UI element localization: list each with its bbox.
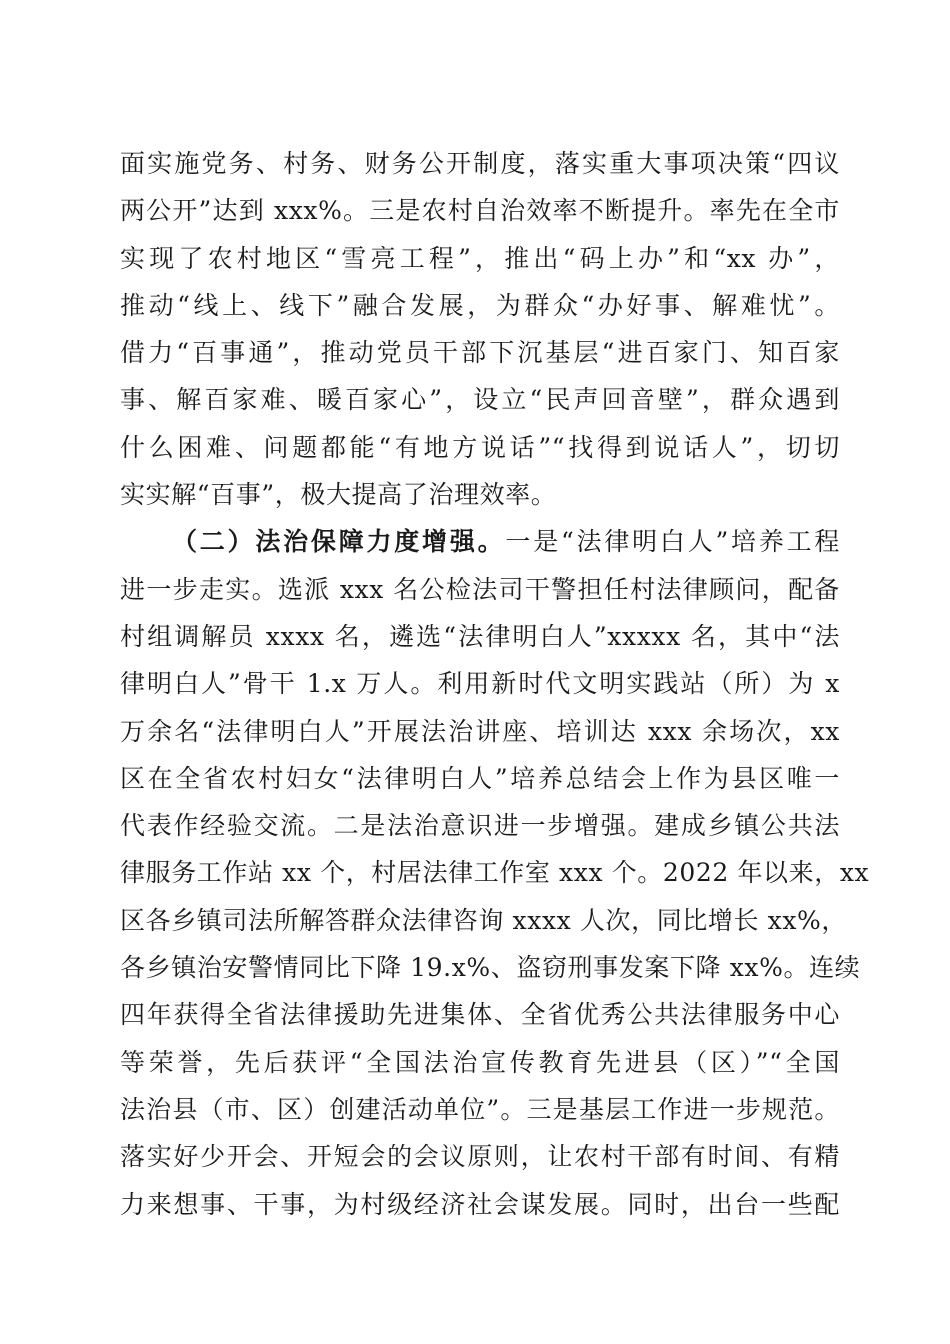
text-line: 什么困难、问题都能“有地方说话”“找得到说话人”，切切 — [120, 432, 840, 462]
text-line: 区各乡镇司法所解答群众法律咨询 xxxx 人次，同比增长 xx%， — [120, 905, 847, 935]
text-line: 万余名“法律明白人”开展法治讲座、培训达 xxx 余场次，xx — [120, 716, 840, 746]
text-line: 进一步走实。选派 xxx 名公检法司干警担任村法律顾问，配备 — [120, 574, 840, 604]
text-line: 实实解“百事”，极大提高了治理效率。 — [120, 480, 557, 510]
text-line: 四年获得全省法律援助先进集体、全省优秀公共法律服务中心 — [120, 1000, 840, 1030]
text-line: 等荣誉，先后获评“全国法治宣传教育先进县（区）”“全国 — [120, 1047, 840, 1077]
text-line: 事、解百家难、暖百家心”，设立“民声回音壁”，群众遇到 — [120, 385, 840, 415]
text-line: 代表作经验交流。二是法治意识进一步增强。建成乡镇公共法 — [120, 811, 840, 841]
paragraph-2 — [120, 518, 870, 1227]
document-page — [120, 140, 870, 1228]
section-heading-line — [120, 518, 840, 565]
text-line: 两公开”达到 xxx%。三是农村自治效率不断提升。率先在全市 — [120, 196, 840, 226]
text-line: 律服务工作站 xx 个，村居法律工作室 xxx 个。2022 年以来，xx — [120, 858, 870, 888]
text-line: 实现了农村地区“雪亮工程”，推出“码上办”和“xx 办”， — [120, 243, 840, 273]
text-line: 各乡镇治安警情同比下降 19.x%、盗窃刑事发案下降 xx%。连续 — [120, 953, 861, 983]
text-line: 借力“百事通”，推动党员干部下沉基层“进百家门、知百家 — [120, 338, 840, 368]
section-heading: （二）法治保障力度增强。 — [172, 527, 506, 557]
text-fragment: 一是“法律明白人”培养工程 — [505, 527, 840, 557]
text-line: 落实好少开会、开短会的会议原则，让农村干部有时间、有精 — [120, 1142, 840, 1172]
text-line: 法治县（市、区）创建活动单位”。三是基层工作进一步规范。 — [120, 1094, 840, 1124]
text-line: 面实施党务、村务、财务公开制度，落实重大事项决策“四议 — [120, 149, 840, 178]
text-line: 村组调解员 xxxx 名，遴选“法律明白人”xxxxx 名，其中“法 — [120, 621, 840, 651]
text-line: 力来想事、干事，为村级经济社会谋发展。同时，出台一些配 — [120, 1189, 840, 1219]
paragraph-1 — [120, 140, 840, 518]
text-line: 推动“线上、线下”融合发展，为群众“办好事、解难忧”。 — [120, 290, 840, 320]
text-line: 律明白人”骨干 1.x 万人。利用新时代文明实践站（所）为 x — [120, 669, 840, 699]
text-line: 区在全省农村妇女“法律明白人”培养总结会上作为县区唯一 — [120, 763, 840, 793]
